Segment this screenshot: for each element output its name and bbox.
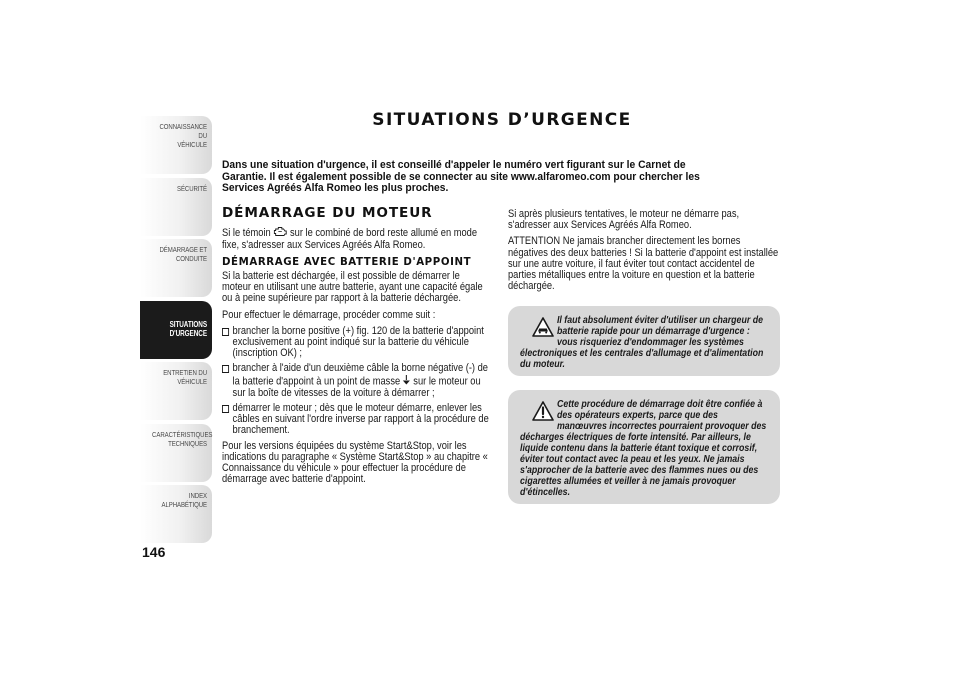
warning-text: Cette procédure de démarrage doit être confiée à des opérateurs experts, parce que des manœuvres incorrectes pourraient provoquer des décharges électriques de forte intensité. Par ailleurs, le liquide contenu dans la batterie étant toxique et corrosif, éviter tout contact avec la peau et les yeux. Ne jamais s'approcher de la batterie avec des flammes nues ou des cigarettes allumées et veiller à ne jamais provoquer d'étincelles.: [520, 399, 767, 499]
list-item: [222, 326, 490, 360]
paragraph: Si après plusieurs tentatives, le moteur ne démarre pas, s'adresser aux Services Agréés Alfa Romeo.: [508, 208, 740, 232]
tab-entretien-vehicule[interactable]: [140, 362, 212, 420]
chapter-sidebar: [140, 116, 212, 547]
witness-paragraph: [222, 226, 490, 251]
paragraph: Pour effectuer le démarrage, procéder comme suit :: [222, 308, 436, 321]
page-title: SITUATIONS D’URGENCE: [372, 110, 632, 130]
tab-demarrage-conduite[interactable]: [140, 239, 212, 297]
intro-paragraph: Dans une situation d'urgence, il est conseillé d'appeler le numéro vert figurant sur le Carnet de Garantie. Il est également possible de se connecter au site www.alfaromeo.com pour chercher les Services Agréés Alfa Romeo les plus proches.: [222, 159, 700, 195]
tab-label: SITUATIONS D'URGENCE: [169, 319, 207, 338]
tab-label: INDEX ALPHABÉTIQUE: [161, 491, 207, 509]
paragraph: Si la batterie est déchargée, il est possible de démarrer le moteur en utilisant une autre batterie, ayant une capacité égale ou à peine supérieure par rapport à la batterie déchargée.: [222, 269, 483, 305]
list-item: [222, 363, 490, 399]
warning-box: [508, 390, 780, 504]
tab-securite[interactable]: [140, 178, 212, 236]
paragraph: Pour les versions équipées du système Start&Stop, voir les indications du paragraphe « Système Start&Stop » au chapitre « Connaissance du véhicule » pour effectuer la procédure de démarrage avec batterie d'appoint.: [222, 439, 488, 486]
list-item: [222, 403, 490, 437]
tab-label: CARACTÉRISTIQUES TECHNIQUES: [152, 429, 213, 448]
warning-box: [508, 306, 780, 376]
checkbox-bullet: [222, 405, 229, 413]
attention-paragraph: ATTENTION Ne jamais brancher directement les bornes négatives des deux batteries ! Si la batterie d'appoint est installée sur une autre voiture, il faut éviter tout contact accidentel de parties métalliques entre la voiture en question et la batterie déchargée.: [508, 235, 779, 293]
page-number: 146: [142, 544, 166, 560]
checkbox-bullet: [222, 365, 229, 373]
tab-situations-urgence[interactable]: [140, 301, 212, 359]
subsection-heading: DÉMARRAGE AVEC BATTERIE D'APPOINT: [222, 257, 472, 269]
tab-label: CONNAISSANCE DU VÉHICULE: [159, 122, 207, 149]
tab-label: ENTRETIEN DU VÉHICULE: [163, 368, 207, 386]
left-column: [222, 205, 490, 490]
witness-text-before: Si le témoin: [222, 226, 274, 239]
list-item-text-after: sur le moteur ou sur la boîte de vitesses de la voiture à démarrer ;: [232, 374, 481, 399]
tab-label: SÉCURITÉ: [177, 183, 207, 193]
right-column: [508, 209, 780, 504]
section-heading: DÉMARRAGE DU MOTEUR: [222, 205, 433, 221]
list-item-text: [233, 363, 490, 399]
list-item-text: brancher la borne positive (+) fig. 120 de la batterie d'appoint exclusivement au point indiqué sur la batterie du véhicule (inscription OK) ;: [232, 324, 484, 360]
witness-text-after: sur le combiné de bord reste allumé en mode fixe, s'adresser aux Services Agréés Alfa Romeo.: [222, 226, 478, 252]
warning-text: Il faut absolument éviter d'utiliser un chargeur de batterie rapide pour un démarrage d'urgence : vous risqueriez d'endommager les systèmes électroniques et les centrales d'allumage et d'alimentation du moteur.: [520, 315, 764, 371]
tab-caracteristiques-techniques[interactable]: [140, 424, 212, 482]
checkbox-bullet: [222, 328, 229, 336]
engine-warning-icon: [273, 226, 287, 240]
list-item-text: démarrer le moteur ; dès que le moteur démarre, enlever les câbles en suivant l'ordre inverse par rapport à la procédure de branchement.: [232, 401, 489, 437]
tab-index-alphabetique[interactable]: [140, 485, 212, 543]
tab-connaissance-vehicule[interactable]: [140, 116, 212, 174]
list-item-text-before: brancher à l'aide d'un deuxième câble la borne négative (-) de la batterie d'appoint à un point de masse: [232, 362, 488, 387]
tab-label: DÉMARRAGE ET CONDUITE: [159, 245, 207, 263]
